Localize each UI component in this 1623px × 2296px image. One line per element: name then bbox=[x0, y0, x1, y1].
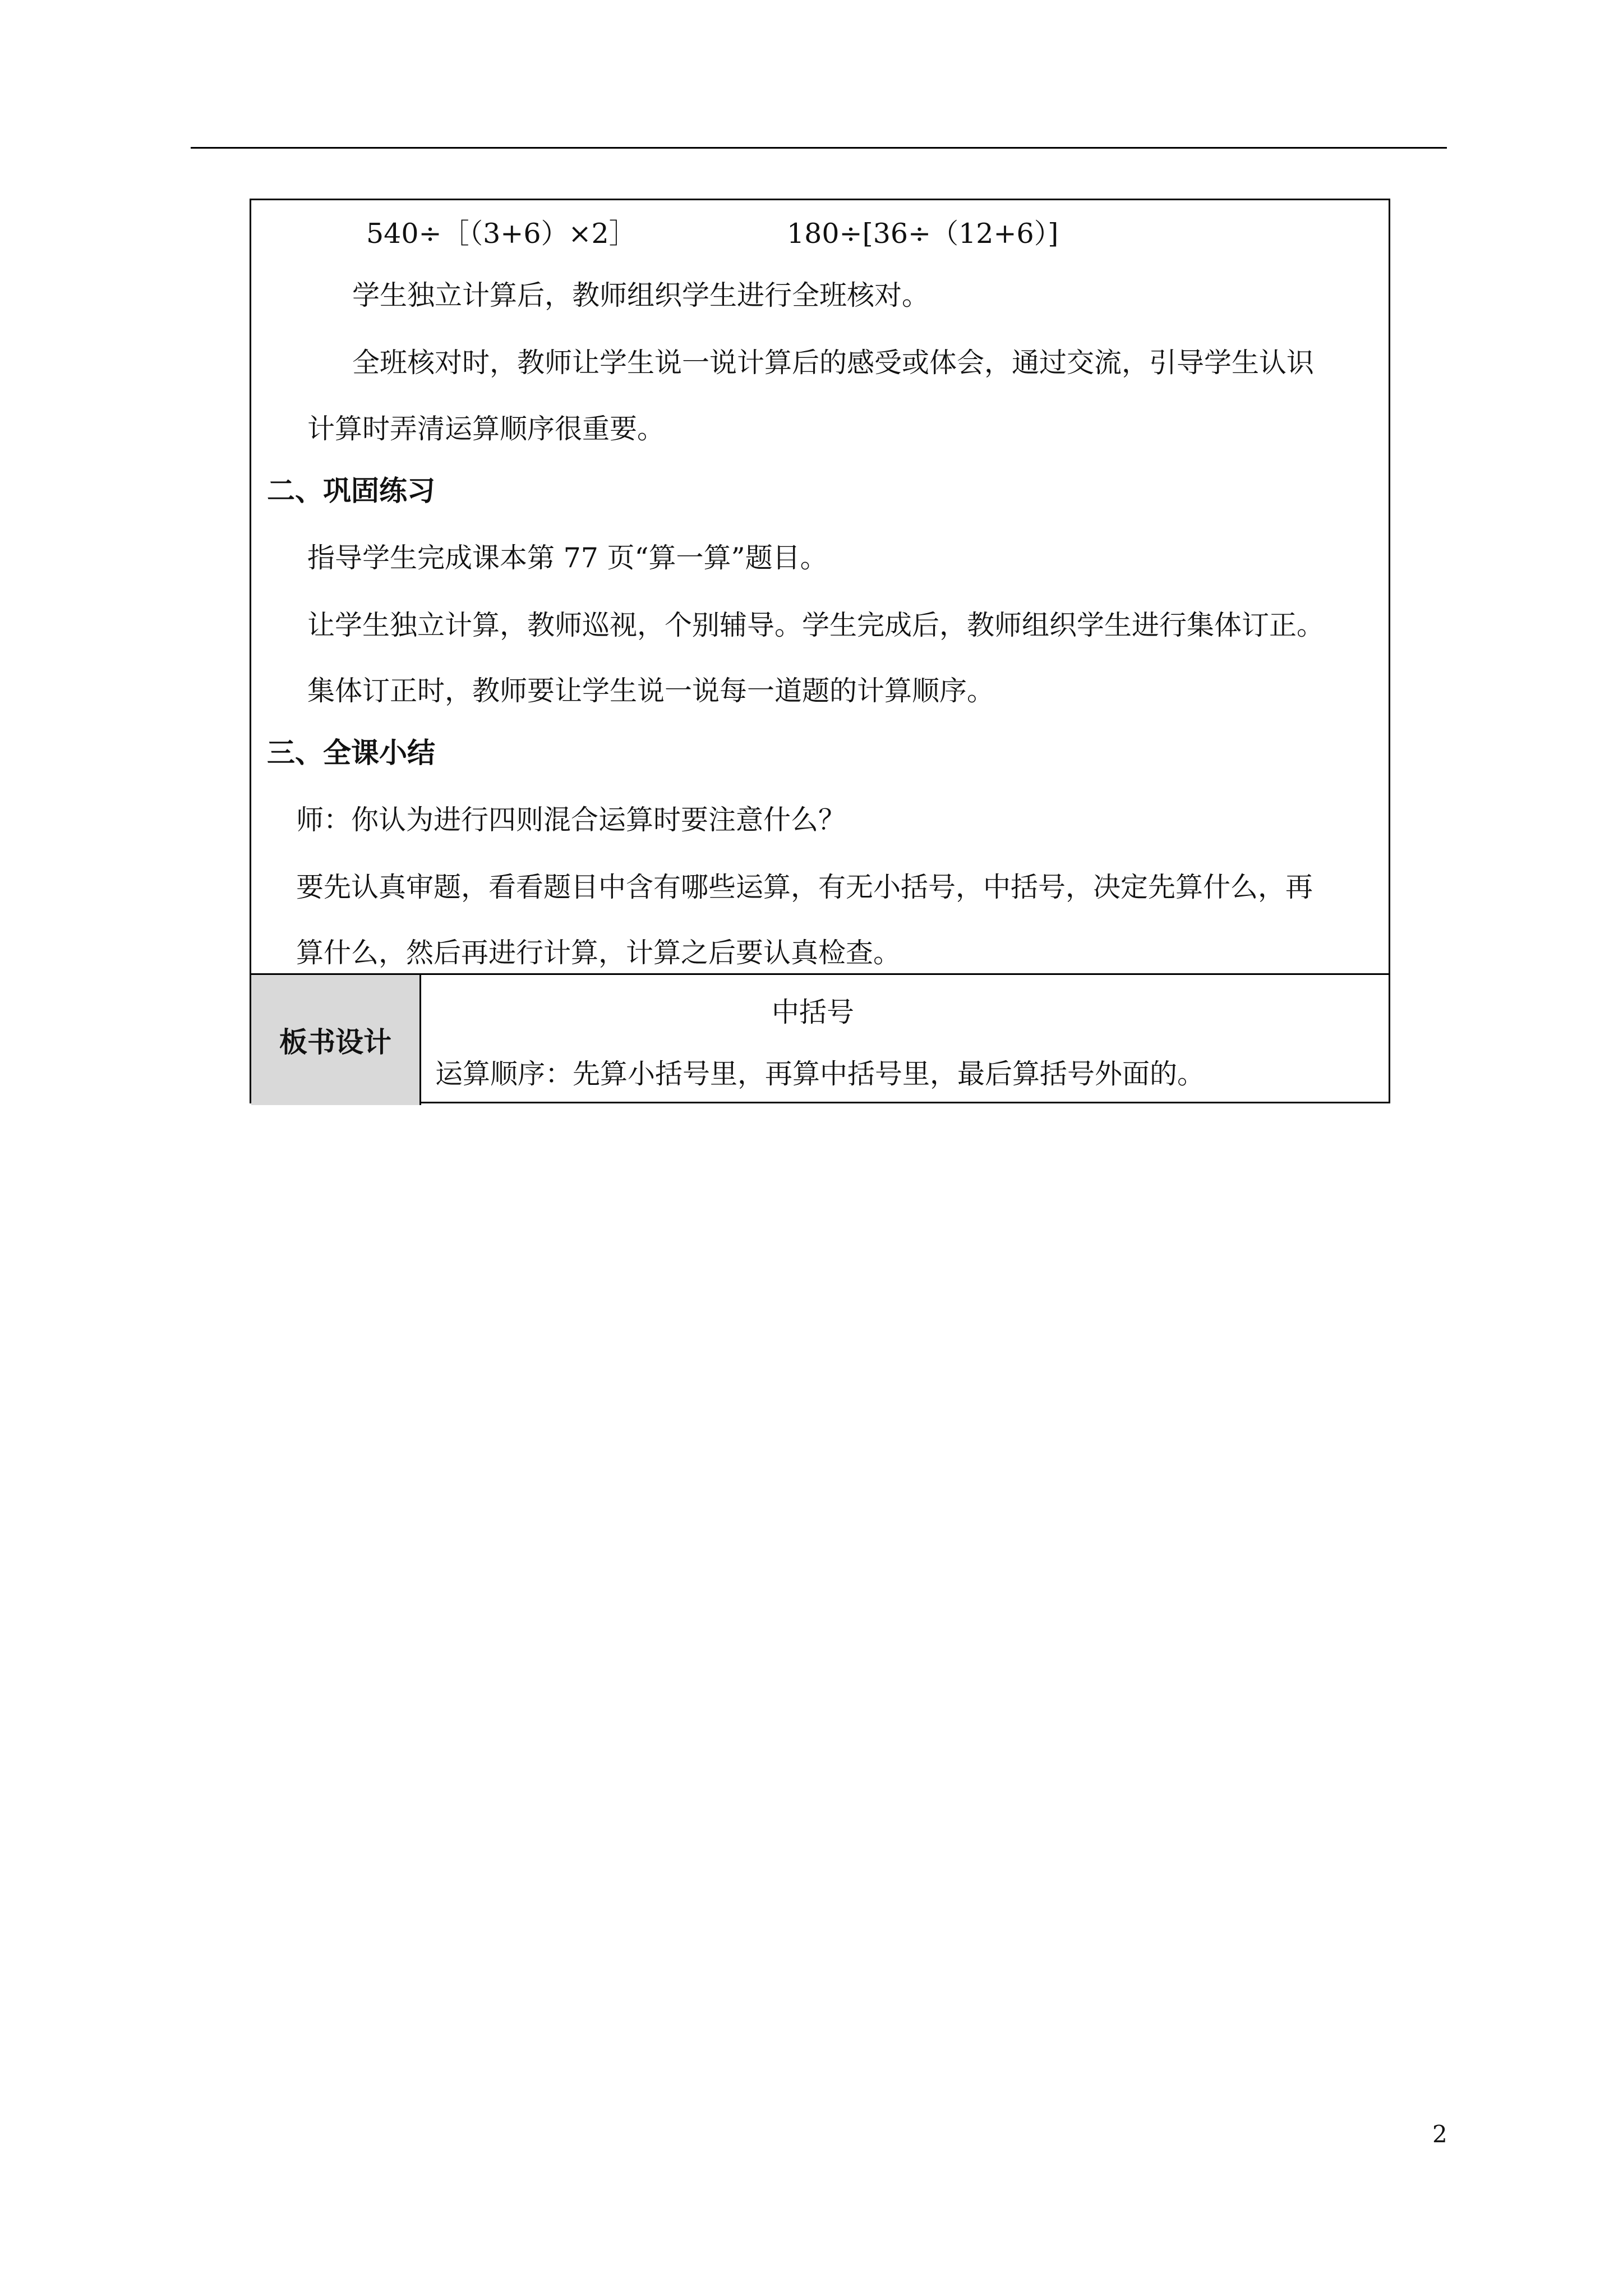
board-title: 中括号 bbox=[772, 996, 855, 1028]
paragraph-answer-line1: 要先认真审题，看看题目中含有哪些运算，有无小括号，中括号，决定先算什么，再 bbox=[296, 871, 1313, 903]
board-design-label: 板书设计 bbox=[251, 975, 421, 1105]
table-divider bbox=[251, 973, 1389, 975]
expression-2: 180÷[36÷（12+6）] bbox=[787, 218, 1059, 250]
board-order-text: 运算顺序：先算小括号里，再算中括号里，最后算括号外面的。 bbox=[435, 1058, 1205, 1090]
section-heading-summary: 三、全课小结 bbox=[267, 737, 435, 769]
paragraph-check-together: 学生独立计算后，教师组织学生进行全班核对。 bbox=[352, 279, 930, 311]
paragraph-correction: 集体订正时，教师要让学生说一说每一道题的计算顺序。 bbox=[307, 675, 995, 707]
paragraph-answer-line2: 算什么，然后再进行计算，计算之后要认真检查。 bbox=[296, 937, 901, 969]
header-rule bbox=[191, 147, 1447, 149]
page-number: 2 bbox=[1432, 2120, 1447, 2148]
paragraph-textbook-exercise: 指导学生完成课本第 77 页“算一算”题目。 bbox=[307, 542, 828, 574]
paragraph-discussion-line1: 全班核对时，教师让学生说一说计算后的感受或体会，通过交流，引导学生认识 bbox=[352, 347, 1315, 379]
paragraph-discussion-line2: 计算时弄清运算顺序很重要。 bbox=[307, 413, 665, 445]
lesson-table bbox=[250, 199, 1390, 1103]
paragraph-teacher-question: 师：你认为进行四则混合运算时要注意什么？ bbox=[296, 804, 846, 836]
section-heading-practice: 二、巩固练习 bbox=[267, 475, 435, 507]
paragraph-independent-work: 让学生独立计算，教师巡视，个别辅导。学生完成后，教师组织学生进行集体订正。 bbox=[307, 609, 1325, 641]
expression-1: 540÷［（3+6）×2］ bbox=[366, 218, 637, 250]
